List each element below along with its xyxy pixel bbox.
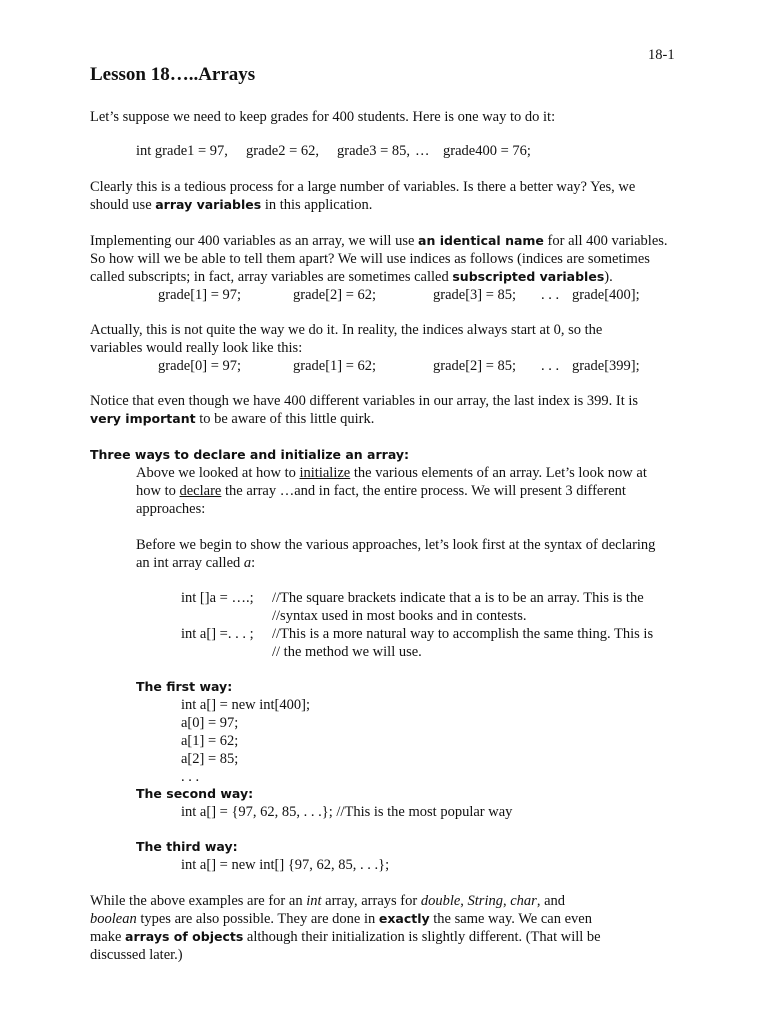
italic-text: char <box>510 893 537 909</box>
text-run: , <box>460 893 468 909</box>
text-run: array, arrays for <box>321 893 421 909</box>
code-row-indices-from-1 <box>158 286 658 304</box>
italic-text: int <box>306 893 322 909</box>
italic-text: double <box>420 893 461 909</box>
text-run: types are also possible. They are done in <box>136 911 379 927</box>
text-run: to be aware of this little quirk. <box>195 411 375 427</box>
ellipsis: . . . <box>181 769 200 785</box>
code-fragment: grade400 = 76; <box>443 143 531 159</box>
emphasis-text: subscripted variables <box>452 269 605 284</box>
second-way-heading: The second way: <box>136 786 254 801</box>
page-title: Lesson 18…..Arrays <box>90 64 256 85</box>
emphasis-text: exactly <box>378 911 430 926</box>
code-fragment: grade3 = 85, <box>337 143 411 159</box>
code-comment: //syntax used in most books and in contests. <box>272 608 527 624</box>
paragraph-line <box>136 464 647 482</box>
text-run: , and <box>536 893 566 909</box>
text-run: ). <box>604 269 613 285</box>
code-comment: //This is a more natural way to accomplish the same thing. This is <box>272 626 654 642</box>
paragraph-line: Clearly this is a tedious process for a large number of variables. Is there a better way? Yes, we <box>90 179 636 195</box>
ellipsis: . . . <box>541 287 560 303</box>
text-run: an int array called <box>136 555 244 571</box>
italic-text: String <box>467 893 503 909</box>
code-fragment: grade[1] = 62; <box>293 358 377 374</box>
code-line: int a[] = new int[] {97, 62, 85, . . .}; <box>181 857 390 873</box>
code-comment: //The square brackets indicate that a is to be an array. This is the <box>272 590 644 606</box>
paragraph-line: So how will we be able to tell them apart? We will use indices as follows (indices are sometimes <box>90 251 650 267</box>
text-run: should use <box>90 197 156 213</box>
text-run: : <box>251 555 256 571</box>
code-fragment: grade[3] = 85; <box>433 287 517 303</box>
paragraph-line: Notice that even though we have 400 different variables in our array, the last index is 399. It is <box>90 393 639 409</box>
page-number: 18-1 <box>648 47 675 63</box>
section-heading: Three ways to declare and initialize an array: <box>90 447 410 462</box>
code-fragment: grade[2] = 85; <box>433 358 517 374</box>
paragraph-line <box>90 892 565 910</box>
emphasis-text: arrays of objects <box>125 929 244 944</box>
text-run: make <box>90 929 126 945</box>
code-line: a[1] = 62; <box>181 733 239 749</box>
text-run: in this application. <box>261 197 373 213</box>
text-run: Implementing our 400 variables as an array, we will use <box>90 233 419 249</box>
paragraph-line <box>136 554 255 572</box>
text-run: although their initialization is slightly different. (That will be <box>243 929 601 945</box>
code-line: a[2] = 85; <box>181 751 239 767</box>
paragraph-line: Actually, this is not quite the way we do it. In reality, the indices always start at 0, so the <box>90 322 603 338</box>
text-run: the array …and in fact, the entire process. We will present 3 different <box>221 483 626 499</box>
underlined-text: declare <box>179 483 222 499</box>
paragraph-line <box>90 928 601 946</box>
paragraph-line <box>90 910 592 928</box>
text-run: Above we looked at how to <box>136 465 300 481</box>
first-way-heading: The first way: <box>136 679 233 694</box>
paragraph-line <box>90 196 372 214</box>
code-fragment: grade[0] = 97; <box>158 358 242 374</box>
code-line-separate-variables <box>136 142 556 160</box>
italic-text: a <box>243 555 252 571</box>
text-run: called subscripts; in fact, array variables are sometimes called <box>90 269 453 285</box>
emphasis-text: very important <box>90 411 196 426</box>
code-line: a[0] = 97; <box>181 715 239 731</box>
emphasis-text: an identical name <box>418 233 544 248</box>
paragraph-line <box>90 410 374 428</box>
paragraph-intro: Let’s suppose we need to keep grades for 400 students. Here is one way to do it: <box>90 109 556 125</box>
paragraph-line <box>90 268 613 286</box>
text-run: the various elements of an array. Let’s look now at <box>350 465 647 481</box>
paragraph-line: variables would really look like this: <box>90 340 303 356</box>
emphasis-text: array variables <box>155 197 262 212</box>
code-fragment: grade[1] = 97; <box>158 287 242 303</box>
code-line: int a[] =. . . ; <box>181 626 254 642</box>
code-fragment: grade[2] = 62; <box>293 287 377 303</box>
paragraph-line <box>90 232 668 250</box>
third-way-heading: The third way: <box>136 839 238 854</box>
code-line: int a[] = {97, 62, 85, . . .}; //This is the most popular way <box>181 804 513 820</box>
ellipsis: . . . <box>541 358 560 374</box>
underlined-text: initialize <box>299 465 351 481</box>
ellipsis: … <box>415 143 430 159</box>
code-fragment: grade[400]; <box>572 287 640 303</box>
code-fragment: grade2 = 62, <box>246 143 320 159</box>
text-run: for all 400 variables. <box>543 233 668 249</box>
text-run: , <box>502 893 511 909</box>
paragraph-line: approaches: <box>136 501 206 517</box>
code-fragment: grade[399]; <box>572 358 640 374</box>
code-line: int []a = ….; <box>181 590 254 606</box>
code-comment: // the method we will use. <box>272 644 422 660</box>
text-run: the same way. We can even <box>429 911 592 927</box>
italic-text: boolean <box>90 911 137 927</box>
code-fragment: int grade1 = 97, <box>136 143 228 159</box>
paragraph-line: discussed later.) <box>90 947 183 963</box>
paragraph-line: Before we begin to show the various approaches, let’s look first at the syntax of declaring <box>136 537 656 553</box>
text-run: how to <box>136 483 180 499</box>
code-line: int a[] = new int[400]; <box>181 697 310 713</box>
text-run: While the above examples are for an <box>90 893 307 909</box>
code-row-indices-from-0 <box>158 357 658 375</box>
paragraph-line <box>136 482 626 500</box>
